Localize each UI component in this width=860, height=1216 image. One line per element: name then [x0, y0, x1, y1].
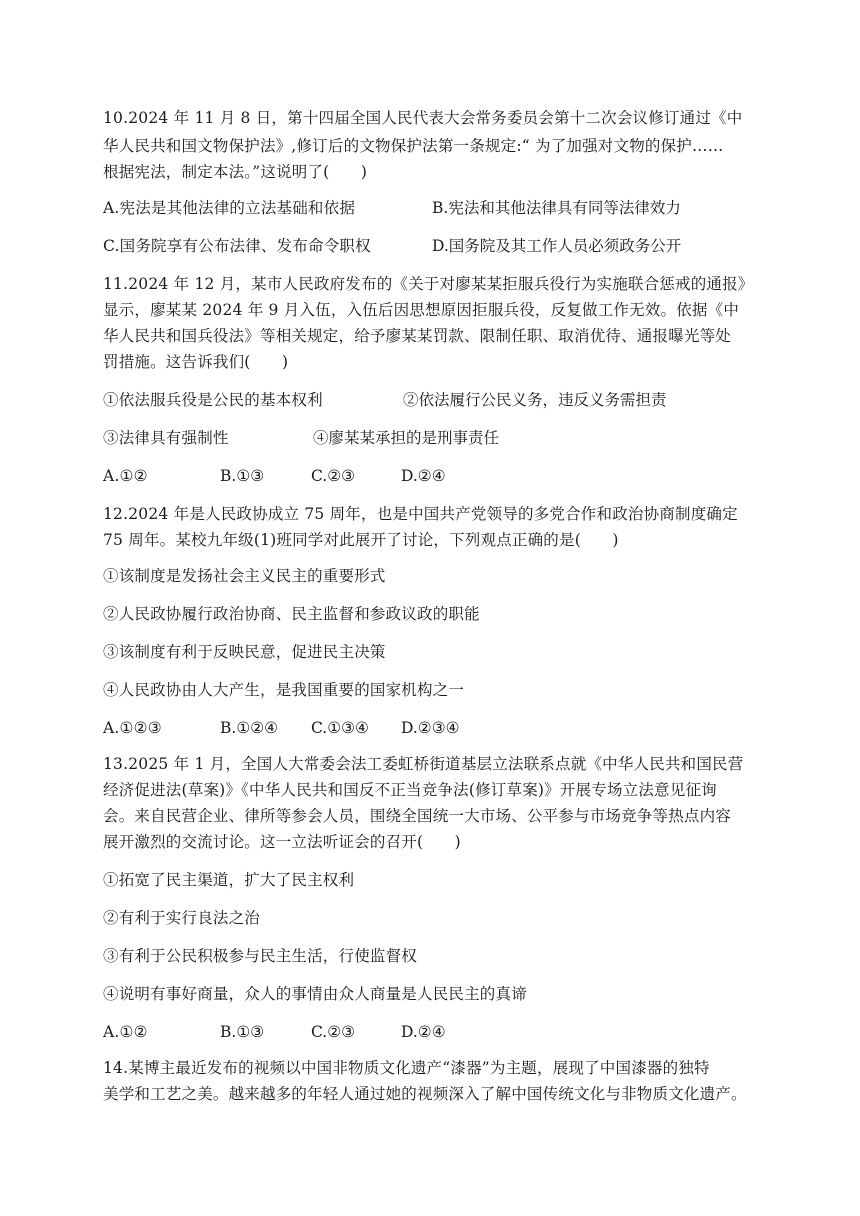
question-11-stem-line-4: 罚措施。这告诉我们( ) [103, 353, 289, 371]
question-12-choice-b[interactable]: B.①②④ [220, 719, 279, 737]
question-13-stem-line-2: 经济促进法(草案)》《中华人民共和国反不正当竞争法(修订草案)》开展专场立法意见征询 [103, 781, 717, 799]
question-11-choice-a[interactable]: A.①② [103, 467, 148, 485]
question-13-statement-2: ②有利于实行良法之治 [103, 909, 261, 927]
question-10-stem-line-1: 10.2024 年 11 月 8 日，第十四届全国人民代表大会常务委员会第十二次会议修订通过《中 [103, 109, 743, 127]
question-13-stem-line-4: 展开激烈的交流讨论。这一立法听证会的召开( ) [103, 833, 461, 851]
question-12-choice-c[interactable]: C.①③④ [311, 719, 369, 737]
question-12-choice-d[interactable]: D.②③④ [401, 719, 460, 737]
question-10-stem-line-2: 华人民共和国文物保护法》,修订后的文物保护法第一条规定:“ 为了加强对文物的保护…… [103, 137, 724, 155]
question-13-stem-line-3: 会。来自民营企业、律所等参会人员，围绕全国统一大市场、公平参与市场竞争等热点内容 [103, 807, 732, 825]
question-14-stem-line-2: 美学和工艺之美。越来越多的年轻人通过她的视频深入了解中国传统文化与非物质文化遗产。 [103, 1085, 747, 1103]
question-11-statement-4: ④廖某某承担的是刑事责任 [313, 429, 500, 447]
question-11-stem-line-1: 11.2024 年 12 月，某市人民政府发布的《关于对廖某某拒服兵役行为实施联合惩戒的通报》 [103, 275, 754, 293]
question-11-choice-b[interactable]: B.①③ [220, 467, 265, 485]
question-12-statement-2: ②人民政协履行政治协商、民主监督和参政议政的职能 [103, 605, 480, 623]
question-13-statement-3: ③有利于公民积极参与民主生活，行使监督权 [103, 947, 418, 965]
question-11-stem-line-3: 华人民共和国兵役法》等相关规定，给予廖某某罚款、限制任职、取消优待、通报曝光等处 [103, 327, 732, 345]
question-10-option-c[interactable]: C.国务院享有公布法律、发布命令职权 [103, 237, 371, 255]
question-12-statement-4: ④人民政协由人大产生，是我国重要的国家机构之一 [103, 681, 465, 699]
question-12-stem-line-2: 75 周年。某校九年级(1)班同学对此展开了讨论，下列观点正确的是( ) [103, 531, 619, 549]
question-11-statement-1: ①依法服兵役是公民的基本权利 [103, 391, 323, 409]
question-13-statement-4: ④说明有事好商量，众人的事情由众人商量是人民民主的真谛 [103, 985, 527, 1003]
question-14-stem-line-1: 14.某博主最近发布的视频以中国非物质文化遗产“漆器”为主题，展现了中国漆器的独特 [103, 1059, 710, 1077]
question-13-choice-c[interactable]: C.②③ [311, 1023, 356, 1041]
question-12-statement-1: ①该制度是发扬社会主义民主的重要形式 [103, 567, 386, 585]
question-13-choice-b[interactable]: B.①③ [220, 1023, 265, 1041]
question-11-stem-line-2: 显示，廖某某 2024 年 9 月入伍，入伍后因思想原因拒服兵役，反复做工作无效。依据《中 [103, 301, 740, 319]
question-12-choice-a[interactable]: A.①②③ [103, 719, 162, 737]
question-10-stem-line-3: 根据宪法，制定本法。”这说明了( ) [103, 163, 368, 181]
question-11-choice-d[interactable]: D.②④ [401, 467, 446, 485]
question-12-statement-3: ③该制度有利于反映民意，促进民主决策 [103, 643, 386, 661]
question-10-option-d[interactable]: D.国务院及其工作人员必须政务公开 [432, 237, 682, 255]
question-13-stem-line-1: 13.2025 年 1 月，全国人大常委会法工委虹桥街道基层立法联系点就《中华人民共和国民营 [103, 755, 744, 773]
question-13-statement-1: ①拓宽了民主渠道，扩大了民主权利 [103, 871, 355, 889]
question-11-statement-2: ②依法履行公民义务，违反义务需担责 [403, 391, 667, 409]
question-10-option-b[interactable]: B.宪法和其他法律具有同等法律效力 [432, 199, 681, 217]
question-11-choice-c[interactable]: C.②③ [311, 467, 356, 485]
question-13-choice-a[interactable]: A.①② [103, 1023, 148, 1041]
question-10-option-a[interactable]: A.宪法是其他法律的立法基础和依据 [103, 199, 356, 217]
question-11-statement-3: ③法律具有强制性 [103, 429, 229, 447]
question-12-stem-line-1: 12.2024 年是人民政协成立 75 周年，也是中国共产党领导的多党合作和政治协商制度确定 [103, 505, 738, 523]
question-13-choice-d[interactable]: D.②④ [401, 1023, 446, 1041]
